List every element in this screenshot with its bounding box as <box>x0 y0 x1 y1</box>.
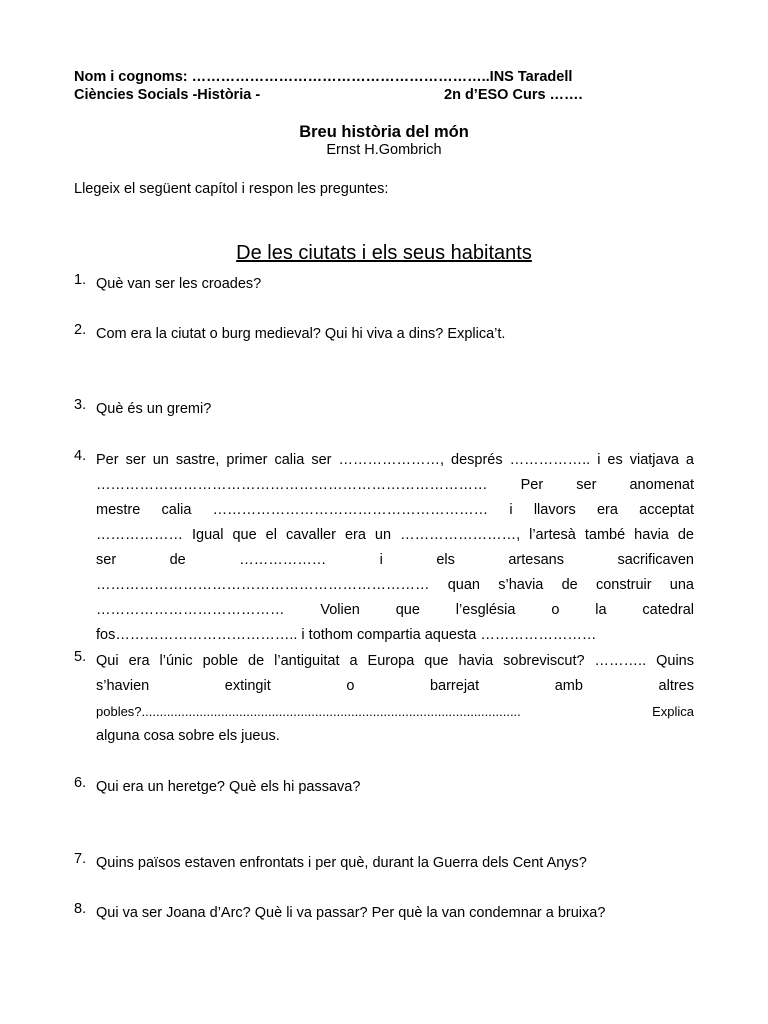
question-2 <box>74 322 694 347</box>
question-line: s’havien extingit o barrejat amb altres <box>96 678 694 694</box>
question-text <box>96 448 694 648</box>
question-number: 5. <box>74 649 87 665</box>
chapter-title: De les ciutats i els seus habitants <box>236 242 532 264</box>
question-line: Qui era l’únic poble de l’antiguitat a Europa que havia sobreviscut? ……….. Quins <box>96 653 694 669</box>
question-line: ……………………………………………………………………… Per ser anomenat <box>96 477 694 493</box>
question-line: Per ser un sastre, primer calia ser …………………, després …………….. i es viatjava a <box>96 452 694 468</box>
question-1 <box>74 272 694 297</box>
question-text: Com era la ciutat o burg medieval? Qui hi viva a dins? Explica’t. <box>96 326 506 342</box>
title-block <box>0 122 768 159</box>
question-number: 7. <box>74 851 87 867</box>
question-text <box>96 649 694 749</box>
question-4 <box>74 448 694 648</box>
question-number: 4. <box>74 448 87 464</box>
subject-label: Ciències Socials -Història - <box>74 87 261 103</box>
question-number: 2. <box>74 322 87 338</box>
question-text: Què és un gremi? <box>96 401 212 417</box>
course-label: 2n d’ESO Curs ……. <box>444 87 583 103</box>
question-line: ser de ……………… i els artesans sacrificaven <box>96 552 694 568</box>
question-text: Què van ser les croades? <box>96 276 262 292</box>
question-number: 6. <box>74 775 87 791</box>
question-line: pobles?......................................................................................................... Explica <box>96 704 694 719</box>
document-author: Ernst H.Gombrich <box>326 142 442 158</box>
question-number: 8. <box>74 901 87 917</box>
question-line: ……………… Igual que el cavaller era un ……………………, l’artesà també havia de <box>96 527 694 543</box>
question-7 <box>74 851 694 876</box>
header-name-line: Nom i cognoms: ……………………………………………………..INS Taradell <box>74 69 573 85</box>
question-text: Qui va ser Joana d’Arc? Què li va passar? Per què la van condemnar a bruixa? <box>96 905 606 921</box>
question-text: Quins països estaven enfrontats i per què, durant la Guerra dels Cent Anys? <box>96 855 587 871</box>
question-line: fos……………………………….. i tothom compartia aquesta …………………… <box>96 627 597 643</box>
header-subject-line <box>74 86 583 104</box>
worksheet-header <box>74 68 583 104</box>
instruction-text: Llegeix el següent capítol i respon les preguntes: <box>74 181 389 197</box>
question-8 <box>74 901 694 926</box>
question-6 <box>74 775 694 800</box>
question-5 <box>74 649 694 749</box>
question-number: 1. <box>74 272 87 288</box>
document-title: Breu història del món <box>299 123 469 141</box>
question-number: 3. <box>74 397 87 413</box>
question-3 <box>74 397 694 422</box>
question-line: ………………………………… Volien que l’església o la catedral <box>96 602 694 618</box>
question-line: alguna cosa sobre els jueus. <box>96 728 280 744</box>
question-line: …………………………………………………………… quan s’havia de construir una <box>96 577 694 593</box>
question-text: Qui era un heretge? Què els hi passava? <box>96 779 361 795</box>
question-line: mestre calia ………………………………………………… i llavors era acceptat <box>96 502 694 518</box>
